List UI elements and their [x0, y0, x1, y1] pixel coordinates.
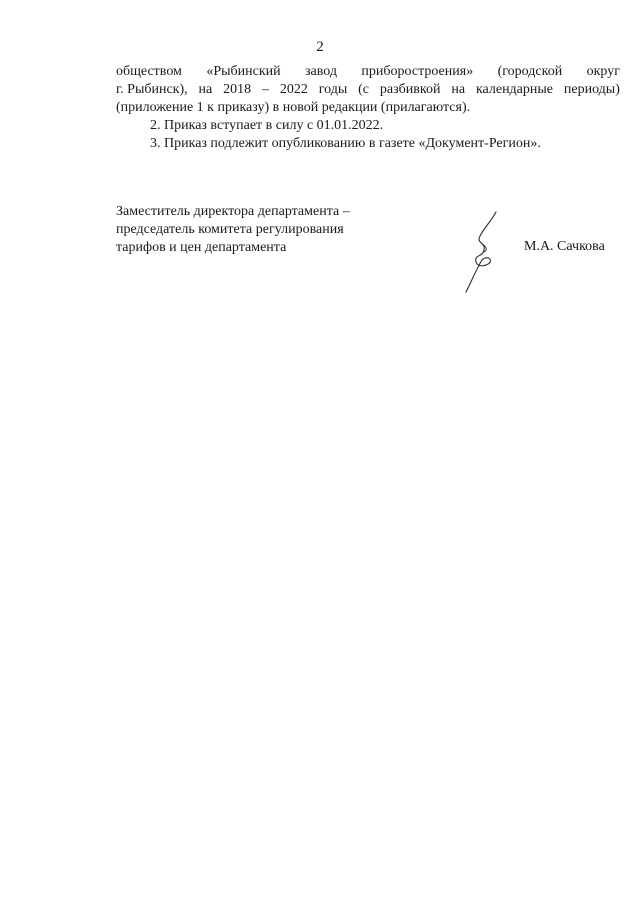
- signatory-title-line: председатель комитета регулирования: [116, 222, 344, 237]
- word: округ: [586, 64, 620, 79]
- word: 2018: [223, 82, 252, 97]
- signatory-title: [116, 203, 416, 257]
- signatory-title-line: тарифов и цен департамента: [116, 240, 287, 255]
- word: г. Рыбинск),: [116, 82, 188, 97]
- word: «Рыбинский: [206, 64, 281, 79]
- paragraph-1-line-2: [116, 81, 620, 99]
- word: завод: [305, 64, 338, 79]
- word: календарные: [475, 82, 554, 97]
- item-2-effective-date: 2. Приказ вступает в силу с 01.01.2022.: [150, 118, 384, 133]
- paragraph-1-line-1: [116, 63, 620, 81]
- word: периоды): [563, 82, 620, 97]
- word: 2022: [279, 82, 308, 97]
- handwritten-signature: [462, 210, 512, 294]
- word: обществом: [116, 64, 182, 79]
- word: разбивкой: [379, 82, 441, 97]
- word: приборостроения»: [361, 64, 474, 79]
- signatory-title-line: Заместитель директора департамента –: [116, 204, 350, 219]
- word: на: [451, 82, 466, 97]
- page-number: 2: [316, 39, 324, 55]
- signer-name: М.А. Сачкова: [524, 239, 605, 254]
- word: на: [198, 82, 213, 97]
- word: (городской: [497, 64, 563, 79]
- word: –: [261, 82, 269, 97]
- word: (с: [358, 82, 370, 97]
- item-3-publication: 3. Приказ подлежит опубликованию в газете «Документ-Регион».: [150, 136, 541, 151]
- word: годы: [318, 82, 348, 97]
- body-text: [116, 63, 620, 153]
- paragraph-1-line-3: (приложение 1 к приказу) в новой редакции (прилагаются).: [116, 100, 471, 115]
